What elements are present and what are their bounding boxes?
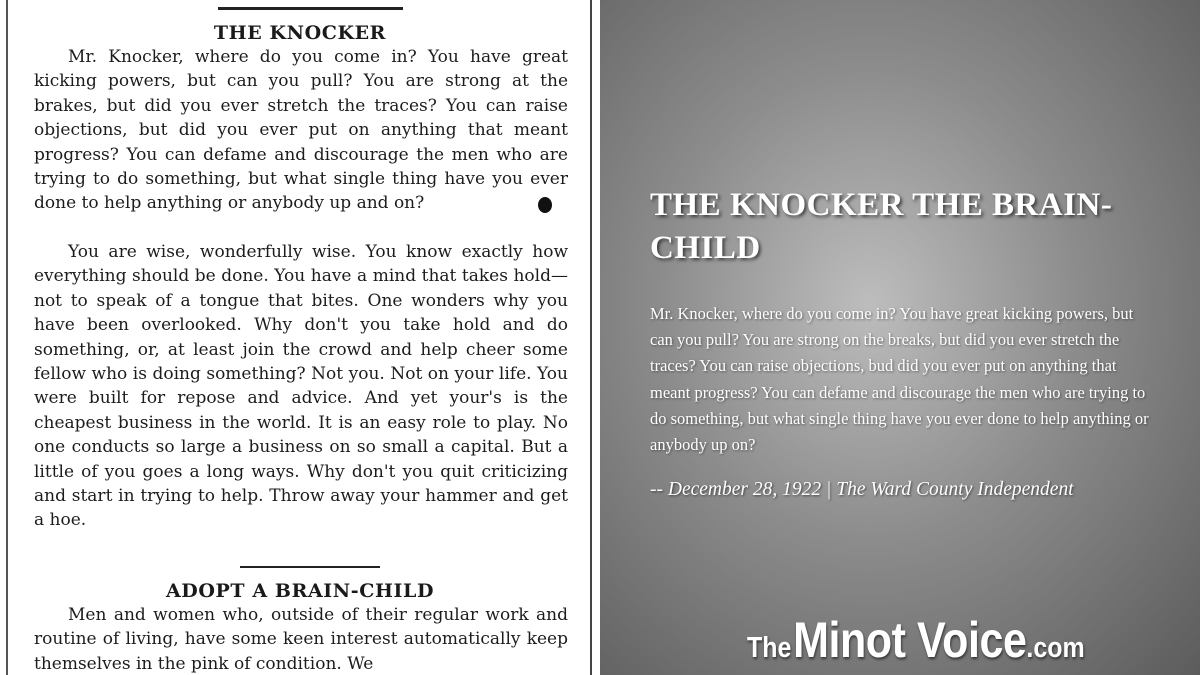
top-divider (218, 7, 403, 10)
minot-voice-logo (747, 611, 1085, 671)
logo-prefix: The (747, 632, 792, 664)
clipping-paragraph-2: You are wise, wonderfully wise. You know exactly how everything should be done. You have a mind that takes hold—not to speak of a tongue that bites. One wonders why you have been overlooked. Why don't you take hold and do something, or, at least join the crowd and help cheer some fellow who is doing something? Not you. Not on your life. You were built for repose and advice. And yet your's is the cheapest business in the world. It is an easy role to play. No one conducts so large a business on so small a capital. But a little of you goes a long ways. Why don't you quit criticizing and start in trying to help. Throw away your hammer and get a hoe. (34, 242, 568, 531)
card-quote: Mr. Knocker, where do you come in? You have great kicking powers, but can you pull? You are strong on the breaks, but did you ever stretch the traces? You can raise objections, bud did you ever put on anything that meant progress? You can defame and discourage the men who are trying to do something, but what single thing have you ever done to help anything or anybody up on? (650, 304, 1149, 455)
ink-blot (538, 197, 552, 213)
column-rule-right (590, 0, 592, 675)
logo-name: Minot Voice (793, 612, 1027, 668)
section-divider (240, 566, 380, 568)
quote-card (600, 0, 1200, 675)
card-citation: -- December 28, 1922 | The Ward County Independent (650, 479, 1074, 500)
clipping-heading-knocker: THE KNOCKER (213, 22, 387, 44)
logo-suffix: .com (1026, 632, 1085, 664)
clipping-paragraph-1: Mr. Knocker, where do you come in? You have great kicking powers, but can you pull? You are strong at the brakes, but did you ever stretch the traces? You can raise objections, but did you ever put on anything that meant progress? You can defame and discourage the men who are trying to do something, but what single thing have you ever done to help anything or anybody up and on? (34, 47, 568, 214)
clipping-paragraph-3: Men and women who, outside of their regular work and routine of living, have some keen interest automatically keep themselves in the pink of condition. We (34, 605, 568, 674)
card-title: THE KNOCKER THE BRAIN-CHILD (650, 187, 1113, 266)
clipping-heading-brain-child: ADOPT A BRAIN-CHILD (165, 580, 435, 602)
column-rule-left (6, 0, 8, 675)
